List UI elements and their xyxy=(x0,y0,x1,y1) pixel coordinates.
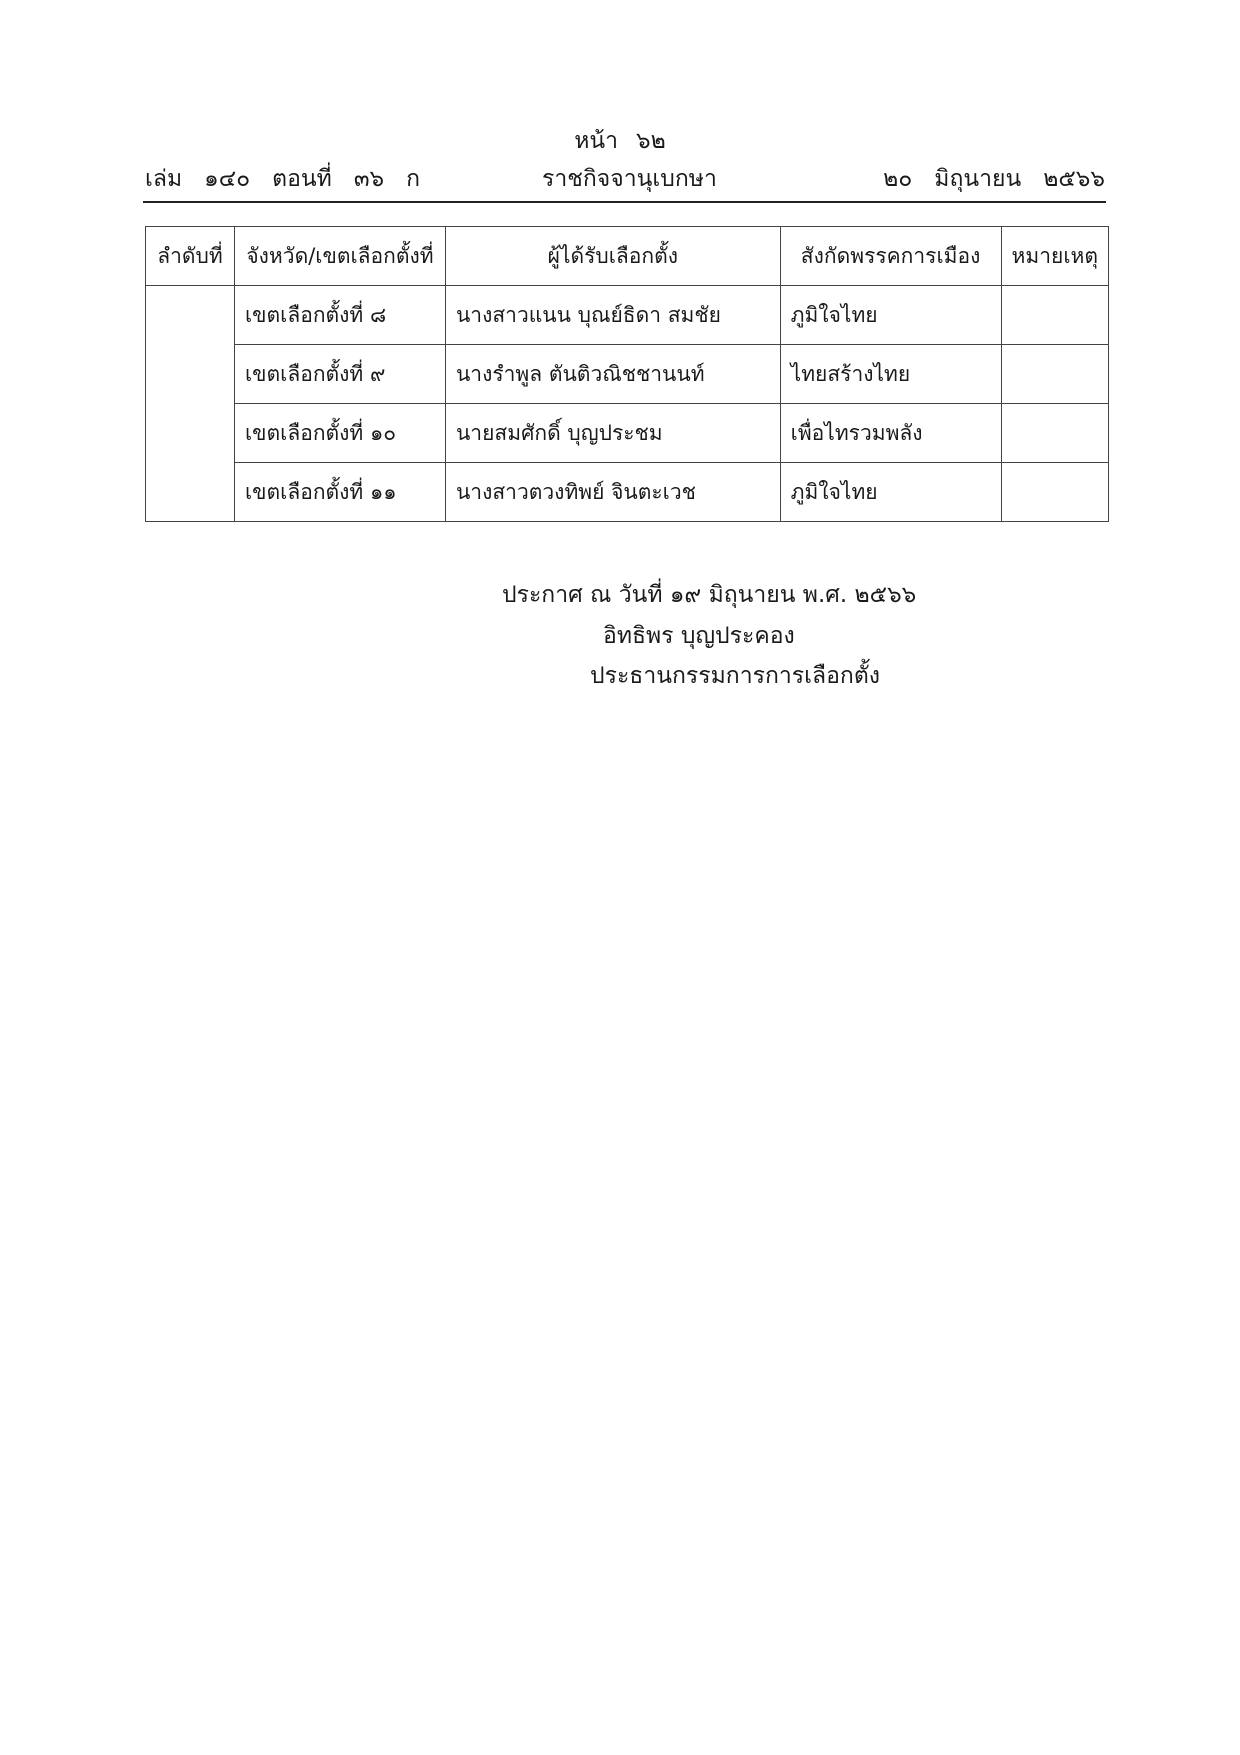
district-cell: เขตเลือกตั้งที่ ๙ xyxy=(234,345,445,404)
volume-label: เล่ม xyxy=(145,166,183,192)
header-volume-issue xyxy=(145,163,420,195)
election-results-table xyxy=(145,226,1109,522)
note-cell xyxy=(1001,345,1108,404)
column-header-note: หมายเหตุ xyxy=(1001,227,1108,286)
page-number-value: ๖๒ xyxy=(636,128,666,154)
table-row xyxy=(146,286,1109,345)
district-cell: เขตเลือกตั้งที่ ๘ xyxy=(234,286,445,345)
column-header-party: สังกัดพรรคการเมือง xyxy=(780,227,1001,286)
note-cell xyxy=(1001,404,1108,463)
gazette-header xyxy=(145,163,1105,195)
party-cell: ภูมิใจไทย xyxy=(780,286,1001,345)
party-cell: เพื่อไทรวมพลัง xyxy=(780,404,1001,463)
party-cell: ภูมิใจไทย xyxy=(780,463,1001,522)
page-number xyxy=(0,126,1240,156)
date-year: ๒๕๖๖ xyxy=(1043,166,1105,192)
column-header-order: ลำดับที่ xyxy=(146,227,235,286)
date-month: มิถุนายน xyxy=(934,166,1022,192)
issue-number: ๓๖ xyxy=(353,166,385,192)
volume-number: ๑๔๐ xyxy=(204,166,251,192)
note-cell xyxy=(1001,286,1108,345)
elected-cell: นางสาวตวงทิพย์ จินตะเวช xyxy=(445,463,780,522)
elected-cell: นางรำพูล ตันติวณิชชานนท์ xyxy=(445,345,780,404)
section-letter: ก xyxy=(406,166,421,192)
column-header-elected: ผู้ได้รับเลือกตั้ง xyxy=(445,227,780,286)
party-cell: ไทยสร้างไทย xyxy=(780,345,1001,404)
date-day: ๒๐ xyxy=(883,166,913,192)
table-row xyxy=(146,345,1109,404)
signatory-name: อิทธิพร บุญประคอง xyxy=(603,623,795,649)
announcement-date: ประกาศ ณ วันที่ ๑๙ มิถุนายน พ.ศ. ๒๕๖๖ xyxy=(502,582,917,608)
page-number-label: หน้า xyxy=(574,128,619,154)
elected-cell: นางสาวแนน บุณย์ธิดา สมชัย xyxy=(445,286,780,345)
elected-cell: นายสมศักดิ์ บุญประชม xyxy=(445,404,780,463)
signatory-title: ประธานกรรมการการเลือกตั้ง xyxy=(590,663,881,689)
column-header-district: จังหวัด/เขตเลือกตั้งที่ xyxy=(234,227,445,286)
note-cell xyxy=(1001,463,1108,522)
header-divider xyxy=(143,201,1106,203)
table-header-row xyxy=(146,227,1109,286)
district-cell: เขตเลือกตั้งที่ ๑๑ xyxy=(234,463,445,522)
header-date xyxy=(883,163,1105,195)
issue-label: ตอนที่ xyxy=(272,166,332,192)
order-cell xyxy=(146,286,235,522)
district-cell: เขตเลือกตั้งที่ ๑๐ xyxy=(234,404,445,463)
gazette-title: ราชกิจจานุเบกษา xyxy=(542,166,717,192)
table-row xyxy=(146,463,1109,522)
table-row xyxy=(146,404,1109,463)
